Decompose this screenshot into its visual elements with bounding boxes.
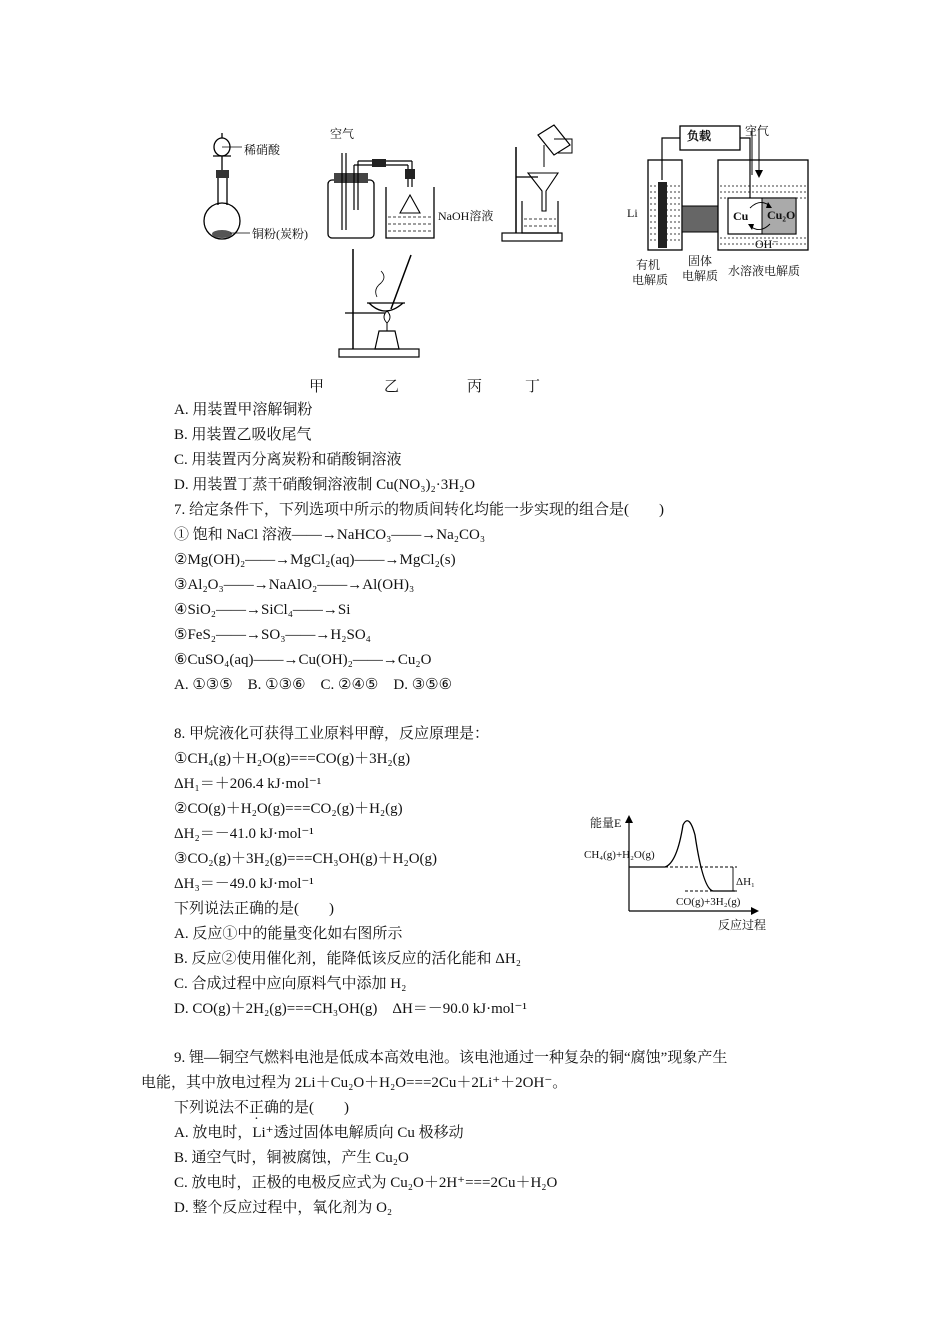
q9-ask-post: 的是( )	[279, 1100, 350, 1116]
q8-option-b: B. 反应②使用催化剂，能降低该反应的活化能和 ΔH₂	[174, 951, 521, 967]
yi-air-label: 空气	[330, 127, 355, 141]
caption-bing: 丙	[467, 379, 483, 395]
battery-aqueous: 水溶液电解质	[728, 264, 801, 278]
q8-option-d: D. CO(g)＋2H₂(g)===CH₃OH(g) ΔH＝－90.0 kJ·mol⁻¹	[174, 1001, 527, 1017]
q8-line-4: ΔH₂＝－41.0 kJ·mol⁻¹	[174, 826, 314, 842]
battery-cu2o: Cu₂O	[767, 208, 796, 222]
yi-naoh-label: NaOH溶液	[438, 209, 494, 223]
q7-item-5: ⑤FeS₂——→SO₃——→H₂SO₄	[174, 627, 371, 643]
apparatus-ding	[335, 245, 435, 360]
q8-option-a: A. 反应①中的能量变化如右图所示	[174, 926, 403, 942]
energy-dh: ΔH₁	[736, 876, 755, 888]
energy-reactants: CH₄(g)+H₂O(g)	[584, 849, 655, 861]
q9-option-c: C. 放电时，正极的电极反应式为 Cu₂O＋2H⁺===2Cu＋H₂O	[174, 1175, 558, 1191]
battery-oh: OH⁻	[755, 237, 779, 251]
jia-flask-label: 铜粉(炭粉)	[252, 227, 308, 241]
q9-option-b: B. 通空气时，铜被腐蚀，产生 Cu₂O	[174, 1150, 409, 1166]
battery-solid-1: 固体	[688, 254, 713, 268]
q8-line-5: ③CO₂(g)＋3H₂(g)===CH₃OH(g)＋H₂O(g)	[174, 851, 438, 867]
q8-stem: 8. 甲烷液化可获得工业原料甲醇，反应原理是：	[174, 726, 490, 742]
q8-line-7: 下列说法正确的是( )	[174, 901, 334, 917]
caption-yi: 乙	[384, 379, 400, 395]
q7-item-2: ②Mg(OH)₂——→MgCl₂(aq)——→MgCl₂(s)	[174, 552, 456, 568]
q9-option-a: A. 放电时，Li⁺透过固体电解质向 Cu 极移动	[174, 1125, 464, 1141]
battery-diagram	[640, 120, 815, 260]
caption-ding: 丁	[525, 379, 541, 395]
battery-air: 空气	[745, 124, 770, 138]
q9-ask-pre: 下列说法	[174, 1100, 235, 1116]
q7-stem: 7. 给定条件下，下列选项中所示的物质间转化均能一步实现的组合是( )	[174, 502, 664, 518]
q8-line-6: ΔH₃＝－49.0 kJ·mol⁻¹	[174, 876, 314, 892]
caption-jia: 甲	[309, 379, 325, 395]
apparatus-bing	[498, 125, 588, 245]
q8-line-3: ②CO(g)＋H₂O(g)===CO₂(g)＋H₂(g)	[174, 801, 403, 817]
q9-ask-dotted: 不正确	[234, 1100, 280, 1116]
q7-options: A. ①③⑤ B. ①③⑥ C. ②④⑤ D. ③⑤⑥	[174, 677, 453, 693]
q7-item-3: ③Al₂O₃——→NaAlO₂——→Al(OH)₃	[174, 577, 415, 593]
q9-stem-line2: 电能，其中放电过程为 2Li＋Cu₂O＋H₂O===2Cu＋2Li⁺＋2OH⁻。	[141, 1075, 568, 1091]
q8-line-2: ΔH₁＝＋206.4 kJ·mol⁻¹	[174, 776, 322, 792]
q9-stem-line1: 9. 锂—铜空气燃料电池是低成本高效电池。该电池通过一种复杂的铜“腐蚀”现象产生	[174, 1050, 728, 1066]
q9-ask	[174, 1098, 349, 1118]
q6-option-d: D. 用装置丁蒸干硝酸铜溶液制 Cu(NO₃)₂·3H₂O	[174, 477, 476, 493]
energy-xlabel: 反应过程	[718, 918, 767, 932]
q8-line-1: ①CH₄(g)＋H₂O(g)===CO(g)＋3H₂(g)	[174, 751, 411, 767]
battery-cu: Cu	[733, 209, 749, 223]
q7-item-4: ④SiO₂——→SiCl₄——→Si	[174, 602, 351, 618]
q6-option-a: A. 用装置甲溶解铜粉	[174, 402, 313, 418]
q6-option-b: B. 用装置乙吸收尾气	[174, 427, 312, 443]
battery-organic-1: 有机	[636, 258, 661, 272]
q7-item-1: ① 饱和 NaCl 溶液——→NaHCO₃——→Na₂CO₃	[174, 527, 486, 543]
apparatus-yi	[320, 145, 460, 245]
battery-solid-2: 电解质	[682, 269, 719, 283]
energy-ylabel: 能量E	[590, 816, 622, 830]
battery-li: Li	[627, 206, 638, 220]
q9-option-d: D. 整个反应过程中，氧化剂为 O₂	[174, 1200, 393, 1216]
q8-option-c: C. 合成过程中应向原料气中添加 H₂	[174, 976, 407, 992]
battery-organic-2: 电解质	[632, 273, 669, 287]
battery-load: 负载	[687, 129, 712, 143]
energy-products: CO(g)+3H₂(g)	[676, 896, 741, 908]
jia-acid-label: 稀硝酸	[244, 143, 281, 157]
q7-item-6: ⑥CuSO₄(aq)——→Cu(OH)₂——→Cu₂O	[174, 652, 432, 668]
q6-option-c: C. 用装置丙分离炭粉和硝酸铜溶液	[174, 452, 402, 468]
